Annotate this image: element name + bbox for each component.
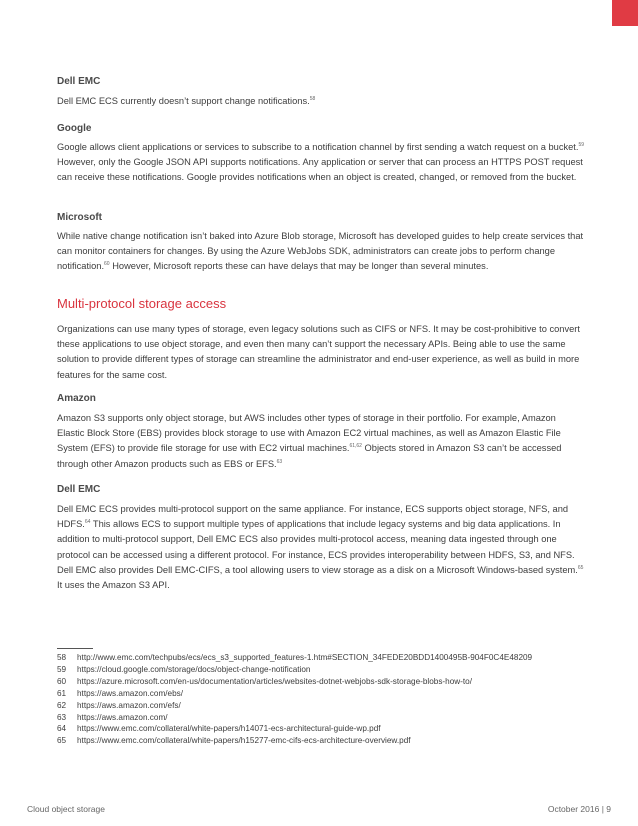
footnotes-list xyxy=(57,652,597,747)
footnote-link[interactable]: https://www.emc.com/collateral/white-papers/h14071-ecs-architectural-guide-wp.pdf xyxy=(77,724,381,734)
paragraph-google: Google allows client applications or services to subscribe to a notification channel by first sending a watch request on a bucket.$^{59}$ However, only the Google JSON API supports notifications. Any application or server that can process an HTTPS POST request can receive these notifications. Google provides notifications when an object is created, changed, or removed from the bucket. xyxy=(57,141,585,183)
footnote-ref-64[interactable]: 64 xyxy=(84,519,91,526)
footnote-link[interactable]: https://aws.amazon.com/ebs/ xyxy=(77,688,184,698)
footnote-link[interactable]: http://www.emc.com/techpubs/ecs/ecs_s3_supported_features-1.htm#SECTION_34FEDE20BDD1400495B-904F0C4E48209 xyxy=(77,653,533,662)
subheading-google: Google xyxy=(57,123,92,134)
footnote-link[interactable]: https://cloud.google.com/storage/docs/object-change-notification xyxy=(77,664,311,674)
footnote-ref-58[interactable]: 58 xyxy=(309,95,316,102)
subheading-dell-emc-multi: Dell EMC xyxy=(57,484,101,495)
footnote-item: 61 https://aws.amazon.com/ebs/ xyxy=(57,688,597,700)
subheading-amazon: Amazon xyxy=(57,393,96,404)
paragraph-amazon: Amazon S3 supports only object storage, but AWS includes other types of storage in their portfolio. For example, Amazon Elastic Block Store (EBS) provides block storage to use with Amazon EC2 virtual machines, as well as Amazon Elastic File System (EFS) to provide file storage for use with EC2 virtual machines.$^{61,62}$ Objects stored in Amazon S3 can’t be accessed through other Amazon products such as EBS or EFS.$^{63}$ xyxy=(57,413,562,469)
footnote-item: 65 https://www.emc.com/collateral/white-papers/h15277-emc-cifs-ecs-architecture-overview.pdf xyxy=(57,735,597,747)
footnote-ref-60[interactable]: 60 xyxy=(104,261,110,268)
paragraph-dell-emc-multi: Dell EMC ECS provides multi-protocol support on the same appliance. For instance, ECS supports object storage, NFS, and HDFS.$^{64}$ This allows ECS to support multiple types of applications that include legacy systems and big data applications. In addition to multi-protocol support, Dell EMC ECS also provides multi-protocol access, meaning data ingested through one protocol can be accessed using a different protocol. For instance, ECS provides interoperability between HDFS, S3, and NFS. Dell EMC also provides Dell EMC-CIFS, a tool allowing users to view storage as a disk on a Microsoft Windows-based system.$^{65}$ It uses the Amazon S3 API. xyxy=(57,504,584,591)
paragraph-dell-emc: Dell EMC ECS currently doesn’t support change notifications.$^{58}$ xyxy=(57,95,316,106)
footnote-item: 64 https://www.emc.com/collateral/white-papers/h14071-ecs-architectural-guide-wp.pdf xyxy=(57,723,597,735)
footnote-item: 62 https://aws.amazon.com/efs/ xyxy=(57,700,597,712)
footnote-ref-63[interactable]: 63 xyxy=(276,458,283,465)
footnote-item: 63 https://aws.amazon.com/ xyxy=(57,712,597,724)
footnote-ref-61-62[interactable]: 61,62 xyxy=(349,443,362,450)
footnote-link[interactable]: https://aws.amazon.com/efs/ xyxy=(77,700,181,710)
footnote-divider xyxy=(57,648,93,649)
subheading-microsoft: Microsoft xyxy=(57,212,102,223)
footnote-link[interactable]: https://www.emc.com/collateral/white-papers/h15277-emc-cifs-ecs-architecture-overview.pdf xyxy=(77,736,411,746)
corner-accent-block xyxy=(612,0,638,26)
footnote-item: 60 https://azure.microsoft.com/en-us/documentation/articles/websites-dotnet-webjobs-sdk-storage-blobs-how-to/ xyxy=(57,676,597,688)
footnote-link[interactable]: https://aws.amazon.com/ xyxy=(77,712,168,722)
footnote-ref-65[interactable]: 65 xyxy=(577,564,584,571)
footnote-link[interactable]: https://azure.microsoft.com/en-us/documentation/articles/websites-dotnet-webjobs-sdk-storage-blobs-how-to/ xyxy=(77,676,472,686)
footnote-item: 59 https://cloud.google.com/storage/docs/object-change-notification xyxy=(57,664,597,676)
footnote-ref-59[interactable]: 59 xyxy=(578,141,585,148)
footer-document-title: Cloud object storage xyxy=(27,804,105,814)
footnote-item: 58 http://www.emc.com/techpubs/ecs/ecs_s3_supported_features-1.htm#SECTION_34FEDE20BDD1400495B-904F0C4E48209 xyxy=(57,652,597,664)
section-heading-multi-protocol: Multi-protocol storage access xyxy=(57,296,227,311)
paragraph-microsoft: While native change notification isn’t baked into Azure Blob storage, Microsoft has developed guides to help create services that can monitor containers for changes. By using the Azure WebJobs SDK, administrators can create jobs to perform change notification.$^{60}$ However, Microsoft reports these can have delays that may be longer than several minutes. xyxy=(57,231,584,272)
footer-date-page: October 2016 | 9 xyxy=(547,804,611,814)
subheading-dell-emc: Dell EMC xyxy=(57,76,101,87)
paragraph-intro: Organizations can use many types of storage, even legacy solutions such as CIFS or NFS. It may be cost-prohibitive to convert these applications to use object storage, and even then many can’t support the necessary APIs. Being able to use the same solution to provide different types of storage can streamline the administrator and end-user experience, as well as build in more features for the same cost. xyxy=(57,324,580,380)
